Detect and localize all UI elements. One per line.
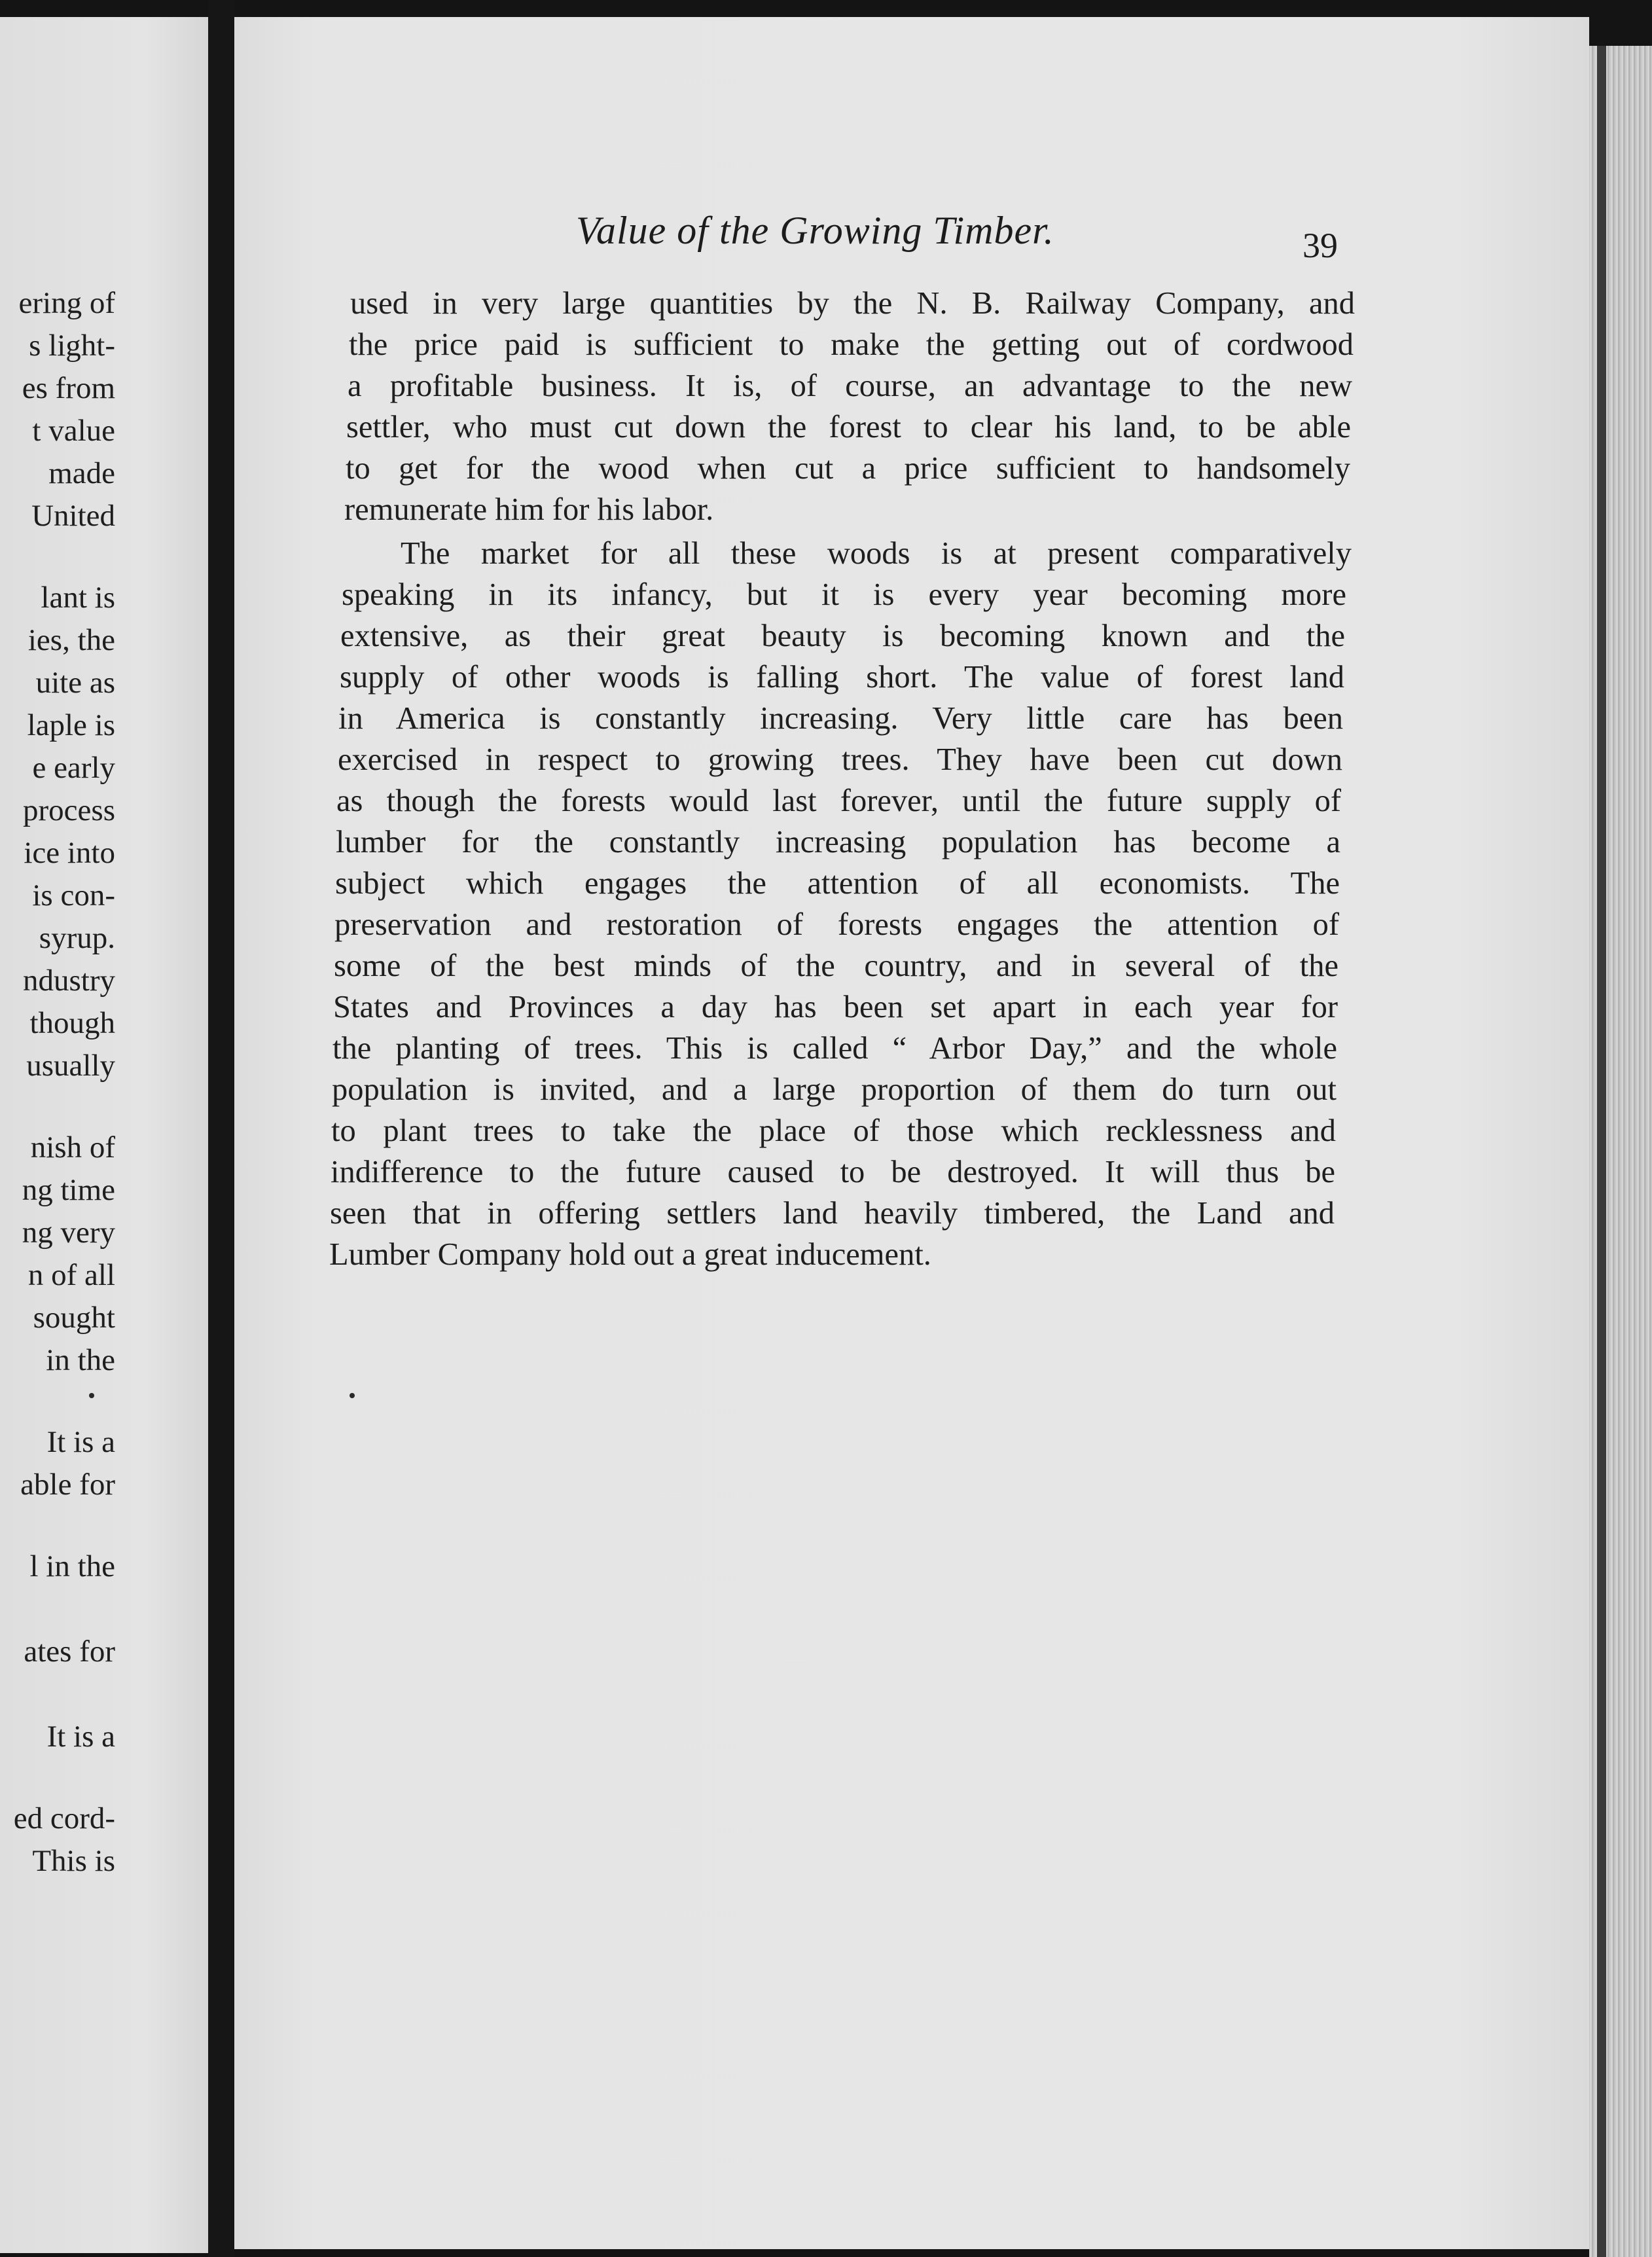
text-line: speaking in its infancy, but it is every year becoming more (342, 577, 1346, 612)
text-line: subject which engages the attention of all economists. The (335, 866, 1340, 901)
text-line: Lumber Company hold out a great inducement. (329, 1237, 931, 1272)
left-page-fragment: s light- (29, 329, 115, 363)
left-page-fragment: process (23, 793, 115, 827)
left-page-fragment: n of all (27, 1258, 115, 1292)
left-page-fragment: ates for (24, 1634, 115, 1669)
left-page-fragment: usually (26, 1049, 115, 1083)
text-line: in America is constantly increasing. Very little care has been (338, 701, 1343, 736)
text-line: seen that in offering settlers land heavily timbered, the Land and (330, 1196, 1335, 1231)
running-head: Value of the Growing Timber. (576, 209, 1054, 252)
text-line: as though the forests would last forever, until the future supply of (336, 784, 1341, 818)
left-page-fragment: It is a (46, 1425, 115, 1459)
left-page-fragment: ed cord- (13, 1801, 115, 1835)
left-page-fragment: t value (32, 414, 115, 448)
book-gutter (208, 0, 234, 2257)
page-speck (350, 1393, 355, 1398)
left-page-fragment: nish of (30, 1130, 115, 1165)
left-page-fragment: laple is (27, 708, 115, 742)
left-page-fragment: though (29, 1006, 115, 1040)
text-line: preservation and restoration of forests engages the attention of (334, 907, 1339, 942)
left-page-fragment: is con- (32, 878, 115, 912)
left-page-fragment: ice into (24, 836, 115, 870)
page-speck (89, 1393, 94, 1398)
left-page-fragment: sought (33, 1301, 115, 1335)
text-line: lumber for the constantly increasing population has become a (336, 825, 1340, 859)
text-line: to plant trees to take the place of those which recklessness and (331, 1113, 1336, 1148)
text-line: a profitable business. It is, of course, an advantage to the new (348, 369, 1352, 403)
left-page-fragment: lant is (41, 581, 115, 615)
text-line: remunerate him for his labor. (344, 492, 714, 527)
left-page-fragment: es from (22, 371, 115, 405)
page-number: 39 (1302, 226, 1338, 265)
left-page-fragment: United (31, 499, 115, 533)
left-page-fragment: able for (20, 1468, 115, 1502)
left-page-fragment: uite as (35, 666, 115, 700)
text-line: supply of other woods is falling short. The value of forest land (340, 660, 1344, 695)
left-page-fragment: This is (32, 1844, 115, 1878)
page-edge-shadow (1597, 46, 1606, 2257)
text-line: States and Provinces a day has been set apart in each year for (333, 990, 1338, 1024)
text-line: used in very large quantities by the N. B. Railway Company, and (350, 286, 1355, 321)
left-page-fragment: made (48, 456, 115, 490)
left-page-fragment: ering of (18, 286, 115, 320)
text-line: the price paid is sufficient to make the getting out of cordwood (349, 327, 1354, 362)
text-line: indifference to the future caused to be destroyed. It will thus be (331, 1155, 1335, 1189)
left-page-fragment: ng time (22, 1173, 115, 1207)
text-line: population is invited, and a large proportion of them do turn out (332, 1072, 1337, 1107)
text-line: some of the best minds of the country, and in several of the (334, 948, 1338, 983)
left-page-fragment: e early (32, 751, 115, 785)
left-page-fragment: ng very (22, 1216, 115, 1250)
text-line: to get for the wood when cut a price sufficient to handsomely (346, 451, 1350, 486)
text-line: settler, who must cut down the forest to clear his land, to be able (346, 410, 1351, 444)
text-line: extensive, as their great beauty is becoming known and the (340, 619, 1345, 653)
left-page-fragment: in the (46, 1343, 115, 1377)
text-line: the planting of trees. This is called “ Arbor Day,” and the whole (332, 1031, 1337, 1066)
text-line: The market for all these woods is at present comparatively (401, 536, 1352, 571)
left-page-fragment: It is a (46, 1720, 115, 1754)
left-page-fragment: ndustry (23, 964, 115, 998)
left-page-fragment: ies, the (27, 623, 115, 657)
left-page-fragment: syrup. (39, 921, 115, 955)
text-line: exercised in respect to growing trees. They have been cut down (338, 742, 1342, 777)
left-page-fragment: l in the (29, 1549, 115, 1583)
